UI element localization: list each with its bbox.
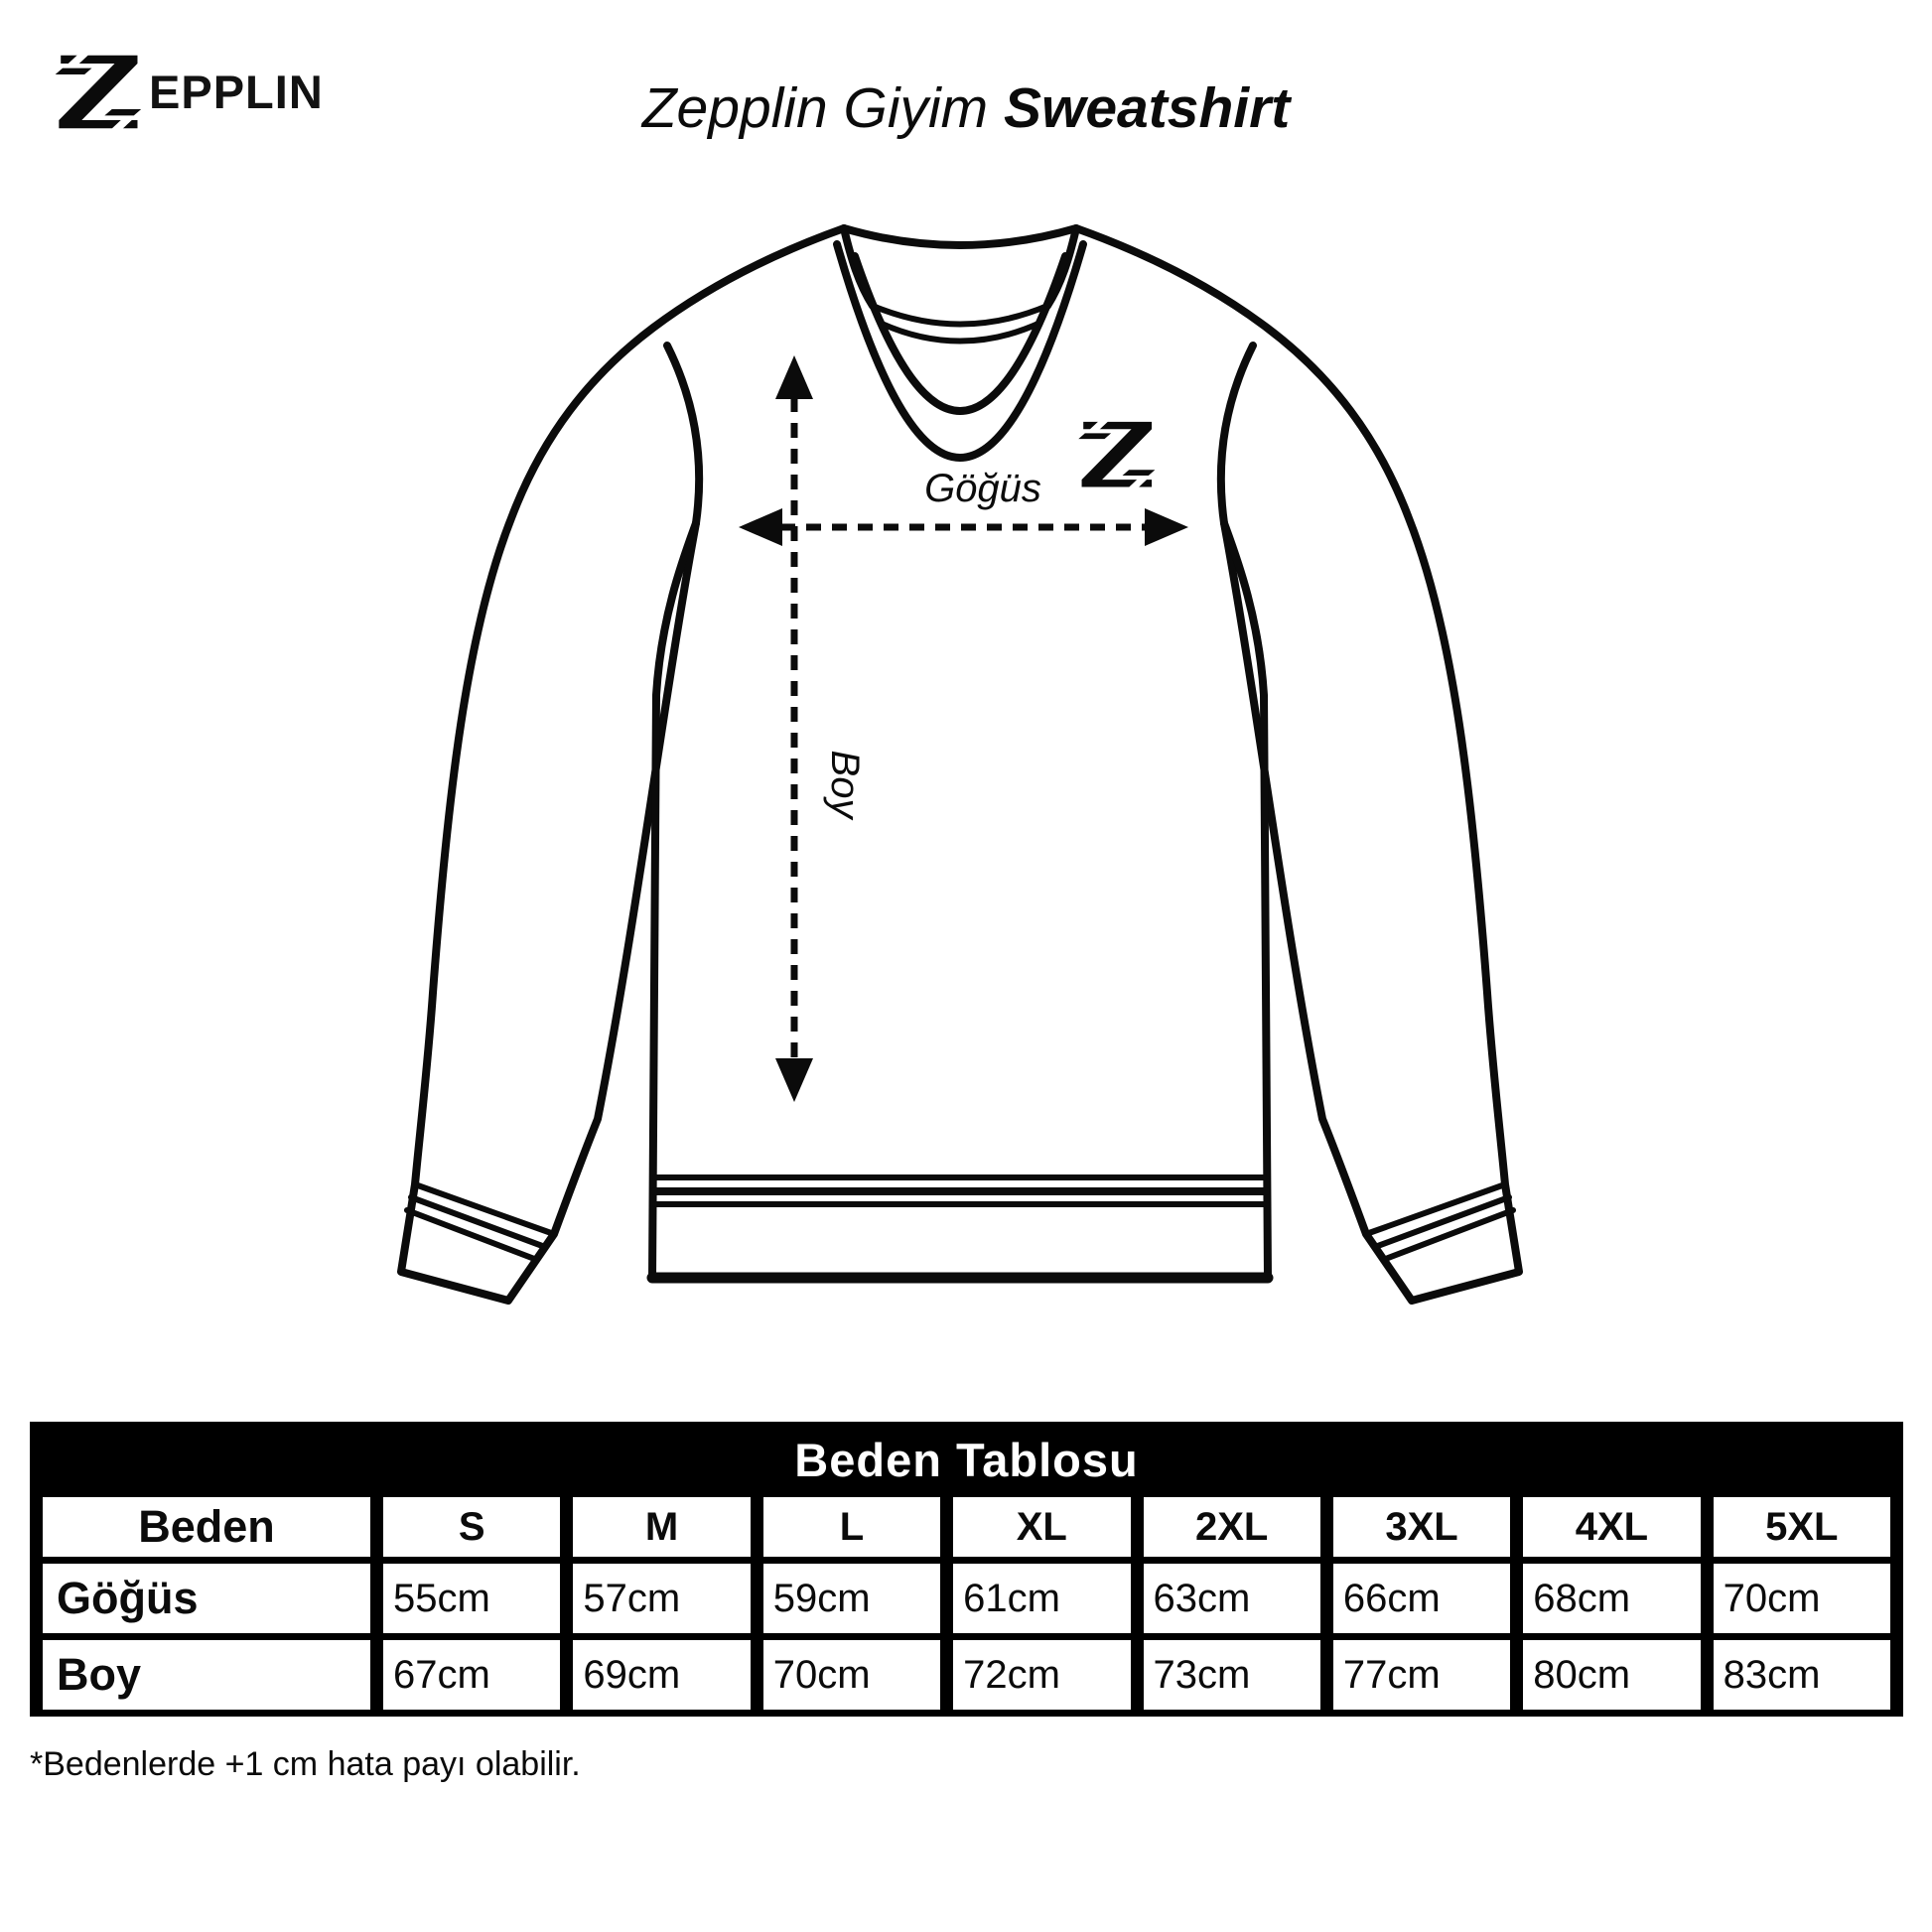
size-table-title: Beden Tablosu xyxy=(43,1429,1890,1490)
row-label-length: Boy xyxy=(43,1640,370,1710)
brand-logo-text: EPPLIN xyxy=(149,66,324,118)
waistband-ribbing xyxy=(655,1177,1266,1204)
size-header-xl: XL xyxy=(953,1497,1130,1557)
length-value-s: 67cm xyxy=(383,1640,560,1710)
size-header-s: S xyxy=(383,1497,560,1557)
chest-value-m: 57cm xyxy=(573,1564,750,1633)
size-header-4xl: 4XL xyxy=(1523,1497,1700,1557)
chest-measure-arrow xyxy=(739,508,1188,546)
table-row-chest xyxy=(43,1564,1890,1633)
collar xyxy=(837,228,1083,458)
sweatshirt-outline xyxy=(401,228,1519,1301)
length-measure-label: Boy xyxy=(823,750,867,819)
chest-value-5xl: 70cm xyxy=(1714,1564,1890,1633)
title-brand-part: Zepplin Giyim xyxy=(641,76,989,140)
length-value-3xl: 77cm xyxy=(1333,1640,1510,1710)
length-value-5xl: 83cm xyxy=(1714,1640,1890,1710)
chest-value-3xl: 66cm xyxy=(1333,1564,1510,1633)
chest-measure-label: Göğüs xyxy=(924,467,1041,510)
size-table-header-row xyxy=(43,1497,1890,1557)
chest-value-s: 55cm xyxy=(383,1564,560,1633)
length-value-l: 70cm xyxy=(763,1640,940,1710)
length-value-xl: 72cm xyxy=(953,1640,1130,1710)
chest-value-2xl: 63cm xyxy=(1144,1564,1320,1633)
length-value-2xl: 73cm xyxy=(1144,1640,1320,1710)
size-header-5xl: 5XL xyxy=(1714,1497,1890,1557)
chest-value-xl: 61cm xyxy=(953,1564,1130,1633)
length-value-m: 69cm xyxy=(573,1640,750,1710)
chest-logo-z-icon xyxy=(1078,419,1155,489)
size-tolerance-note: *Bedenlerde +1 cm hata payı olabilir. xyxy=(30,1745,581,1783)
left-cuff-ribbing xyxy=(407,1184,554,1260)
length-value-4xl: 80cm xyxy=(1523,1640,1700,1710)
size-header-2xl: 2XL xyxy=(1144,1497,1320,1557)
size-table xyxy=(30,1422,1903,1717)
chest-value-l: 59cm xyxy=(763,1564,940,1633)
size-header-m: M xyxy=(573,1497,750,1557)
size-header-3xl: 3XL xyxy=(1333,1497,1510,1557)
length-measure-arrow xyxy=(775,355,813,1102)
row-label-chest: Göğüs xyxy=(43,1564,370,1633)
right-cuff-ribbing xyxy=(1366,1184,1513,1260)
title-product-part: Sweatshirt xyxy=(1004,76,1291,140)
table-row-length xyxy=(43,1640,1890,1710)
chest-value-4xl: 68cm xyxy=(1523,1564,1700,1633)
size-header-l: L xyxy=(763,1497,940,1557)
size-col-header: Beden xyxy=(43,1497,370,1557)
